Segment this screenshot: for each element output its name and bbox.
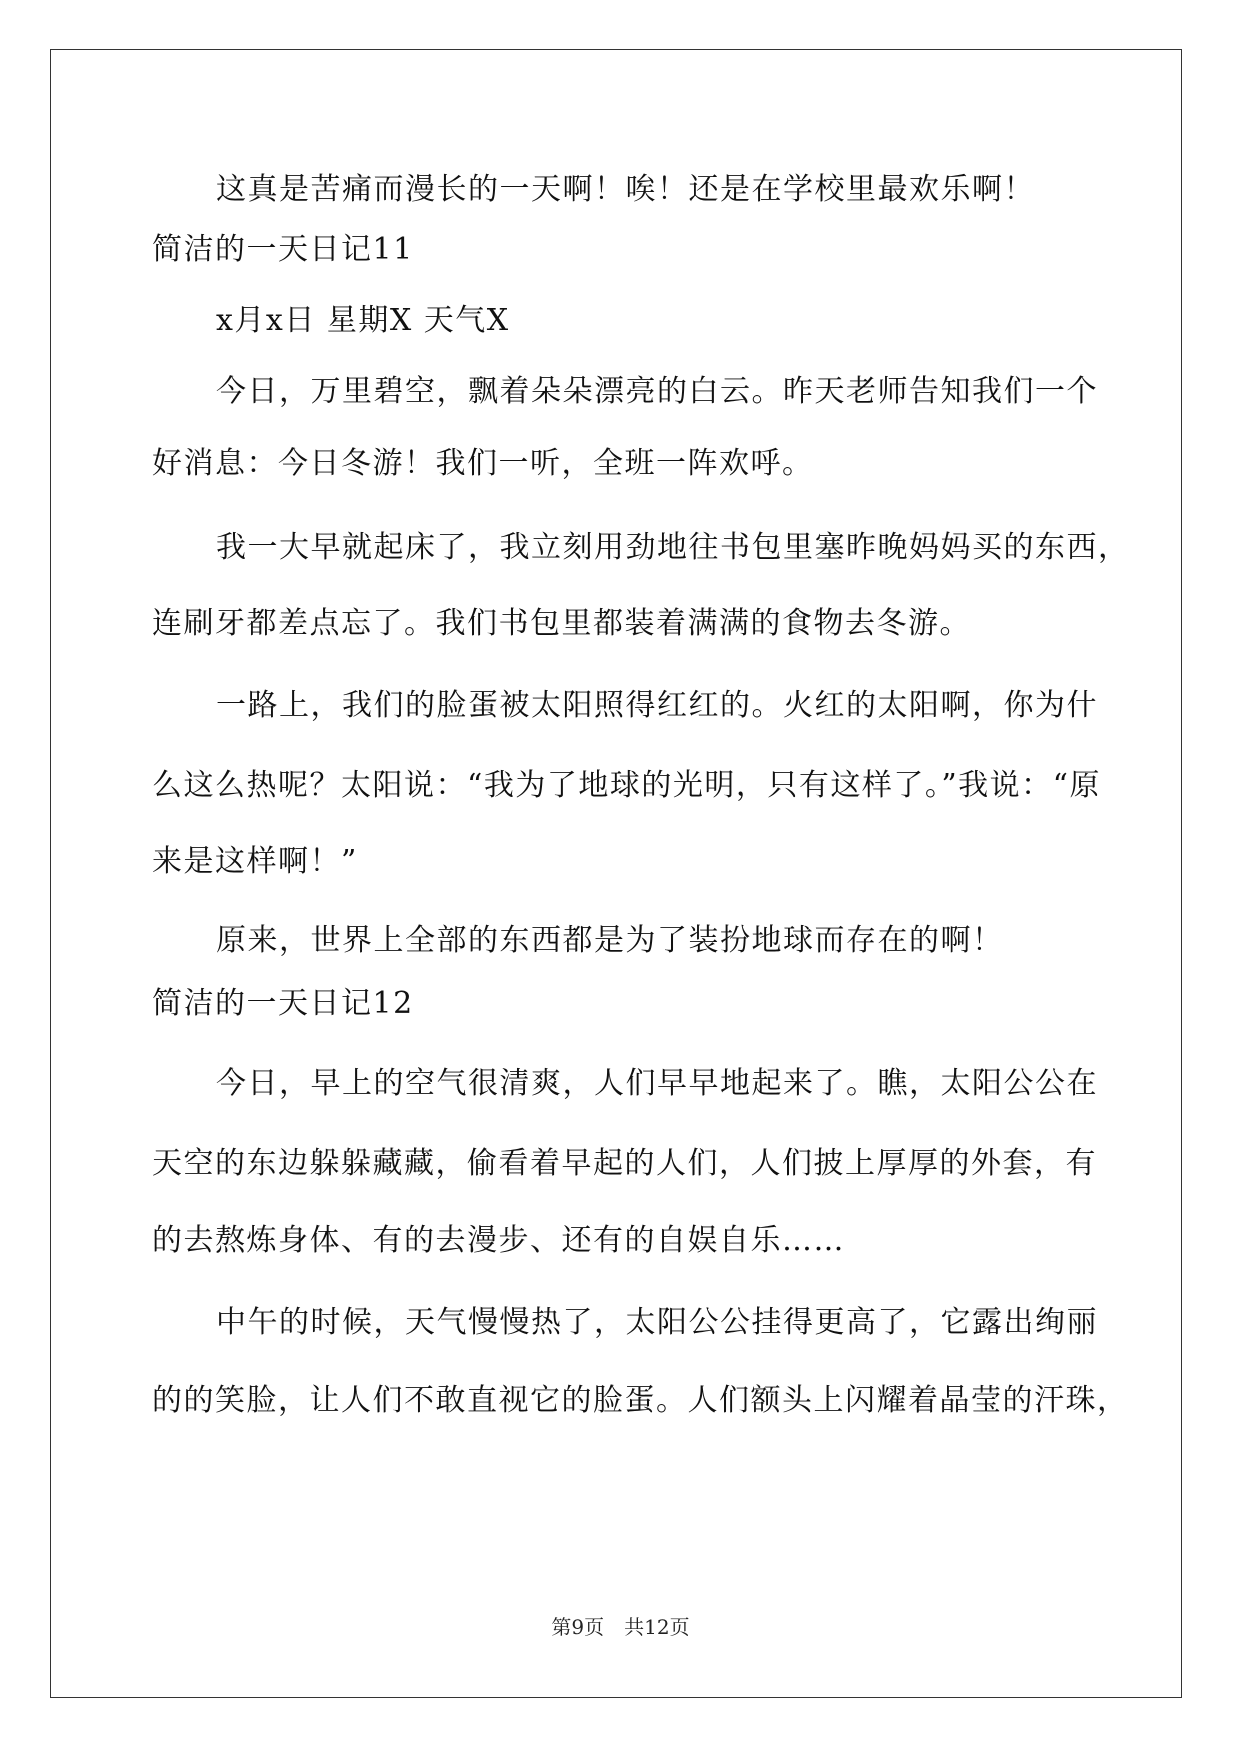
paragraph-line: 来是这样啊！”: [152, 844, 358, 879]
paragraph-line: 今日，早上的空气很清爽，人们早早地起来了。瞧，太阳公公在: [216, 1066, 1098, 1101]
paragraph-line: 一路上，我们的脸蛋被太阳照得红红的。火红的太阳啊，你为什: [216, 688, 1098, 723]
page-number-current: 第9页: [551, 1615, 605, 1639]
section-heading: 简洁的一天日记12: [152, 986, 414, 1021]
page-footer: [0, 1615, 1241, 1639]
paragraph-line: 的去熬炼身体、有的去漫步、还有的自娱自乐……: [152, 1223, 845, 1258]
paragraph-line: 我一大早就起床了，我立刻用劲地往书包里塞昨晚妈妈买的东西，: [216, 530, 1130, 565]
page-number-total: 共12页: [624, 1615, 690, 1639]
paragraph-line: 今日，万里碧空，飘着朵朵漂亮的白云。昨天老师告知我们一个: [216, 374, 1098, 409]
paragraph-line: 的的笑脸，让人们不敢直视它的脸蛋。人们额头上闪耀着晶莹的汗珠，: [152, 1383, 1129, 1418]
paragraph-line: 么这么热呢？太阳说：“我为了地球的光明，只有这样了。”我说：“原: [152, 768, 1102, 803]
paragraph-line: 天空的东边躲躲藏藏，偷看着早起的人们，人们披上厚厚的外套，有: [152, 1146, 1097, 1181]
section-heading: 简洁的一天日记11: [152, 232, 414, 267]
paragraph-line: 好消息：今日冬游！我们一听，全班一阵欢呼。: [152, 446, 814, 481]
date-line: x月x日 星期X 天气X: [216, 303, 510, 338]
paragraph-line: 原来，世界上全部的东西都是为了装扮地球而存在的啊！: [216, 923, 1004, 958]
paragraph-line: 中午的时候，天气慢慢热了，太阳公公挂得更高了，它露出绚丽: [216, 1305, 1098, 1340]
paragraph-line: 连刷牙都差点忘了。我们书包里都装着满满的食物去冬游。: [152, 606, 971, 641]
paragraph-line: 这真是苦痛而漫长的一天啊！唉！还是在学校里最欢乐啊！: [216, 172, 1035, 207]
